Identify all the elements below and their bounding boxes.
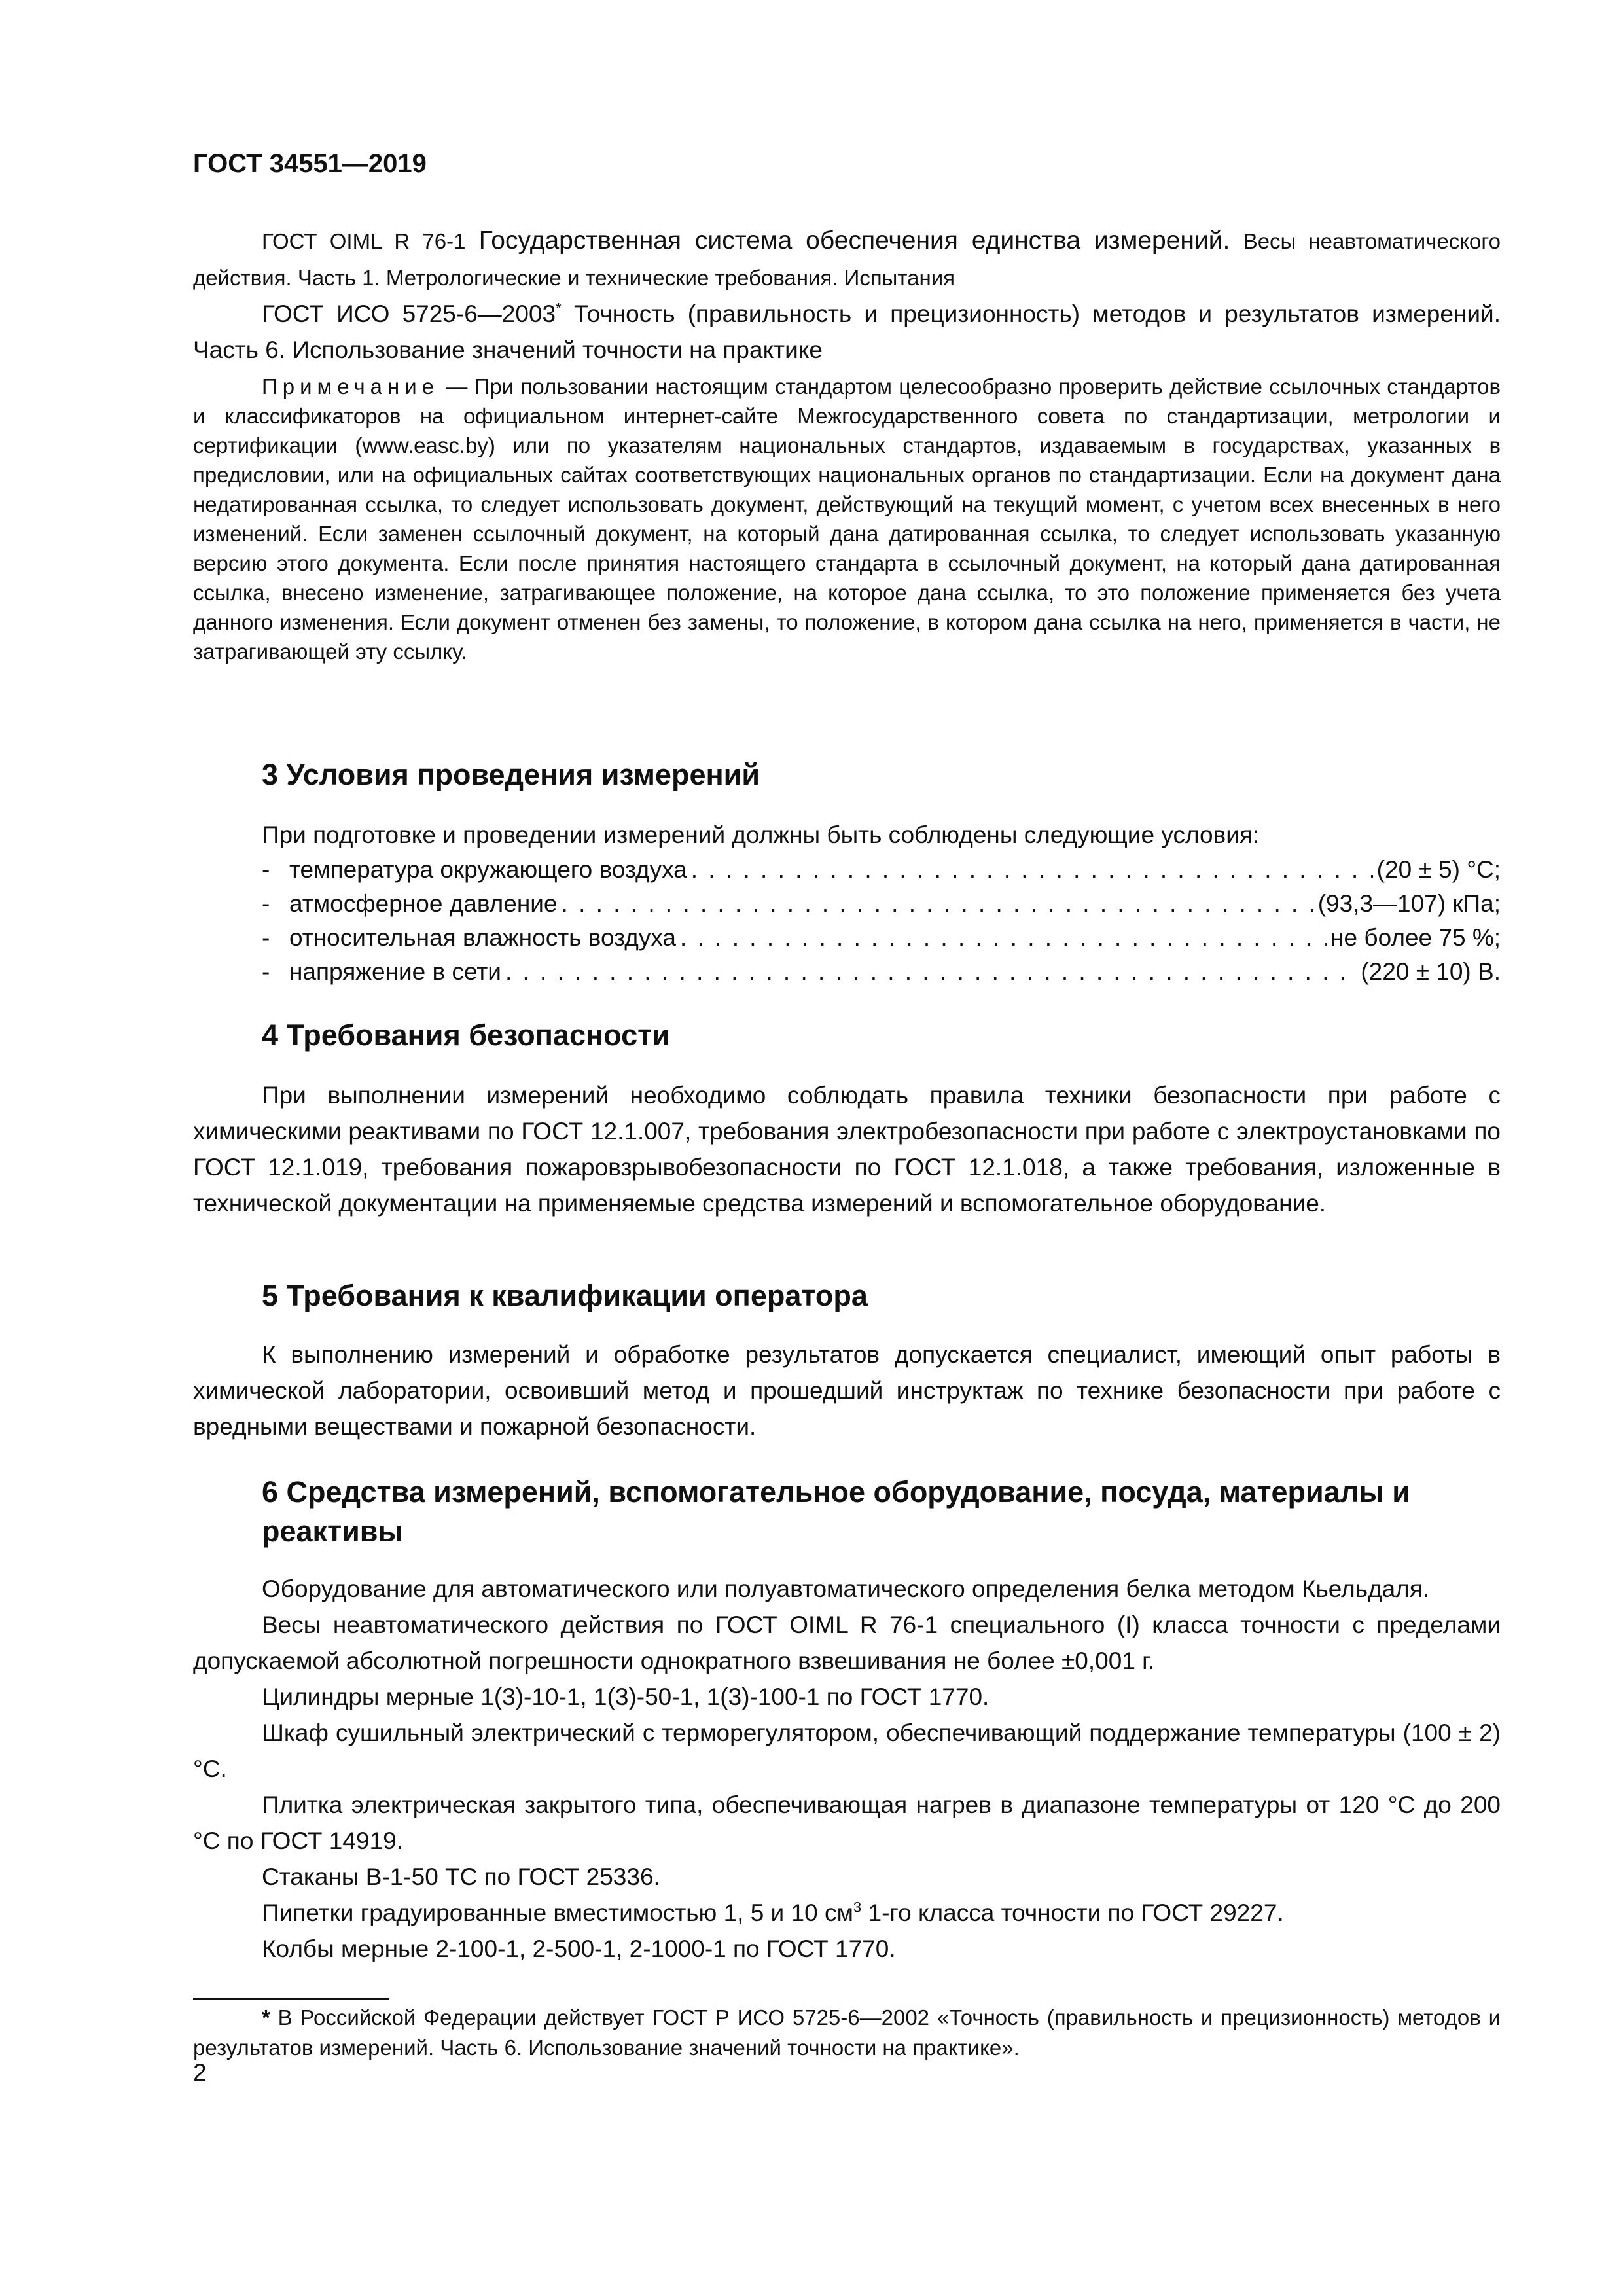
reference-rest: Весы неавтоматического действия. Часть 1. Метрологические и технические требования. Испытания <box>193 229 1501 290</box>
section-4-heading: 4 Требования безопасности <box>262 1018 670 1052</box>
reference-title: Государственная система обеспечения единства измерений. <box>478 226 1230 255</box>
section-3-heading: 3 Условия проведения измерений <box>262 758 760 791</box>
page-number: 2 <box>193 2059 207 2086</box>
footnote-mark: * <box>262 2005 270 2030</box>
condition-label: относительная влажность воздуха <box>289 924 677 951</box>
condition-label: атмосферное давление <box>289 890 558 917</box>
section-3-body <box>193 817 1501 989</box>
references-list <box>193 223 1501 368</box>
equipment-item: Оборудование для автоматического или полуавтоматического определения белка методом Кьельдаля. <box>262 1575 1430 1602</box>
reference-code: ГОСТ OIML R 76-1 <box>262 229 466 253</box>
condition-item: - атмосферное давление . . . (93,3—107) кПа; <box>262 887 1501 921</box>
condition-item: - относительная влажность воздуха . . . не более 75 %; <box>262 921 1501 955</box>
condition-item: - температура окружающего воздуха . . . (20 ± 5) °С; <box>262 853 1501 887</box>
section-4-body <box>193 1077 1501 1221</box>
note-text: — При пользовании настоящим стандартом целесообразно проверить действие ссылочных стандартов и классификаторов на официальном интернет-сайте Межгосударственного совета по стандартизации, метрологии и сертификации (www.easc.by) или по указателям национальных стандартов, издаваемым в государствах, указанных в предисловии, или на официальных сайтах соответствующих национальных органов по стандартизации. Если на документ дана недатированная ссылка, то следует использовать документ, действующий на текущий момент, с учетом всех внесенных в него изменений. Если заменен ссылочный документ, на который дана датированная ссылка, то следует использовать указанную версию этого документа. Если после принятия настоящего стандарта в ссылочный документ, на который дана датированная ссылка, внесено изменение, затрагивающее положение, на которое дана ссылка, то это положение применяется без учета данного изменения. Если документ отменен без замены, то положение, в котором дана ссылка на него, применяется в части, не затрагивающей эту ссылку. <box>193 374 1501 664</box>
equipment-item: Цилиндры мерные 1(3)-10-1, 1(3)-50-1, 1(3)-100-1 по ГОСТ 1770. <box>262 1683 990 1710</box>
note-label: Примечание <box>262 374 440 399</box>
section-6-body <box>193 1571 1501 1967</box>
document-header: ГОСТ 34551—2019 <box>193 149 427 178</box>
equipment-item: Плитка электрическая закрытого типа, обеспечивающая нагрев в диапазоне температуры от 120 °С до 200 °С по ГОСТ 14919. <box>193 1791 1501 1854</box>
reference-text: Точность (правильность и прецизионность) методов и результатов измерений. Часть 6. Использование значений точности на практике <box>193 300 1501 363</box>
equipment-item: Шкаф сушильный электрический с терморегулятором, обеспечивающий поддержание температуры (100 ± 2) °С. <box>193 1719 1501 1782</box>
conditions-list <box>193 853 1501 989</box>
section-5-body <box>193 1336 1501 1444</box>
section-5-text: К выполнению измерений и обработке результатов допускается специалист, имеющий опыт работы в химической лаборатории, освоивший метод и прошедший инструктаж по технике безопасности при работе с вредными веществами и пожарной безопасности. <box>193 1341 1501 1440</box>
condition-label: температура окружающего воздуха <box>289 856 687 883</box>
section-4-text: При выполнении измерений необходимо соблюдать правила техники безопасности при работе с химическими реактивами по ГОСТ 12.1.007, требования электробезопасности при работе с электроустановками по ГОСТ 12.1.019, требования пожаровзрывобезопасности по ГОСТ 12.1.018, а также требования, изложенные в технической документации на применяемые средства измерений и вспомогательное оборудование. <box>193 1082 1501 1217</box>
reference-code: ГОСТ ИСО 5725-6—2003 <box>262 300 556 327</box>
note-block <box>193 372 1501 666</box>
condition-value: (93,3—107) кПа; <box>1317 890 1501 917</box>
condition-value: не более 75 %; <box>1330 924 1501 951</box>
footnote-mark: * <box>556 300 562 317</box>
reference-item <box>193 296 1501 368</box>
condition-value: (220 ± 10) В. <box>1361 958 1501 985</box>
equipment-item: Колбы мерные 2-100-1, 2-500-1, 2-1000-1 по ГОСТ 1770. <box>262 1935 896 1962</box>
footnote <box>193 2003 1501 2063</box>
condition-label: напряжение в сети <box>289 958 501 985</box>
equipment-item: Стаканы В-1-50 ТС по ГОСТ 25336. <box>262 1863 660 1890</box>
section-3-intro: При подготовке и проведении измерений должны быть соблюдены следующие условия: <box>262 821 1260 848</box>
reference-item <box>193 223 1501 296</box>
footnote-divider <box>193 1998 389 2000</box>
condition-value: (20 ± 5) °С; <box>1376 856 1501 883</box>
equipment-item: Весы неавтоматического действия по ГОСТ OIML R 76-1 специального (I) класса точности с пределами допускаемой абсолютной погрешности однократного взвешивания не более ±0,001 г. <box>193 1611 1501 1674</box>
equipment-item: Пипетки градуированные вместимостью 1, 5 и 10 $см^3$ 1-го класса точности по ГОСТ 29227. <box>262 1899 1284 1926</box>
condition-item: - напряжение в сети . . . (220 ± 10) В. <box>262 955 1501 989</box>
section-5-heading: 5 Требования к квалификации оператора <box>262 1279 868 1312</box>
note-paragraph <box>193 372 1501 666</box>
footnote-text: В Российской Федерации действует ГОСТ Р ИСО 5725-6—2002 «Точность (правильность и прецизионность) методов и результатов измерений. Часть 6. Использование значений точности на практике». <box>193 2005 1501 2060</box>
section-6-heading: 6 Средства измерений, вспомогательное оборудование, посуда, материалы и реактивы <box>262 1475 1410 1548</box>
